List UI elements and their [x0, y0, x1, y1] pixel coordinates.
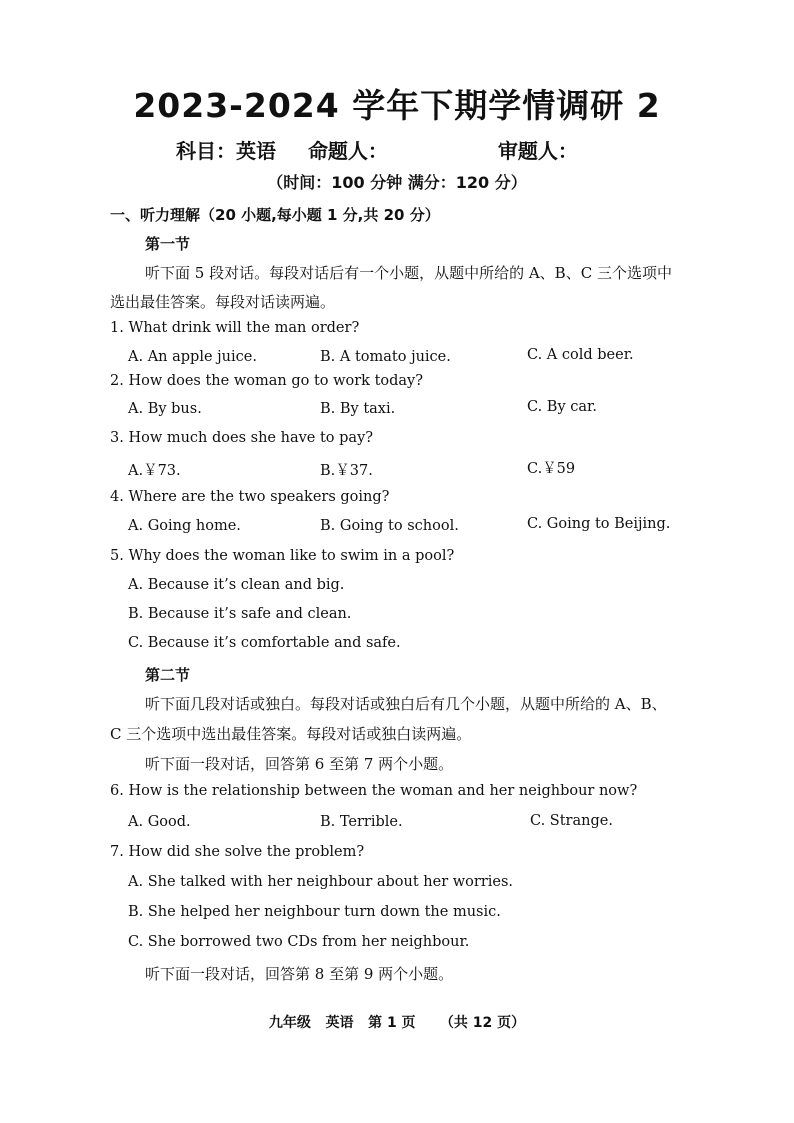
part1-instructions-2: 选出最佳答案。每段对话读两遍。	[110, 293, 336, 311]
question-1: 1. What drink will the man order?	[110, 320, 360, 336]
question-4: 4. Where are the two speakers going?	[110, 489, 390, 505]
q5-option-a: A. Because it’s clean and big.	[128, 577, 345, 593]
q4-option-b: B. Going to school.	[320, 518, 459, 534]
part2-instructions-2: C 三个选项中选出最佳答案。每段对话或独白读两遍。	[110, 725, 472, 743]
q7-option-c: C. She borrowed two CDs from her neighbour.	[128, 934, 470, 950]
time-score-line: （时间：100 分钟 满分：120 分）	[267, 173, 527, 192]
q7-option-a: A. She talked with her neighbour about her worries.	[128, 874, 514, 890]
q2-option-a: A. By bus.	[128, 401, 202, 417]
q3-option-a: A.￥73.	[128, 463, 181, 479]
q4-option-c: C. Going to Beijing.	[527, 516, 671, 532]
dialog1-intro: 听下面一段对话，回答第 6 至第 7 两个小题。	[145, 755, 454, 773]
part2-instructions-1: 听下面几段对话或独白。每段对话或独白后有几个小题，从题中所给的 A、B、	[145, 695, 667, 713]
q3-option-c: C.￥59	[527, 461, 576, 477]
subject-line	[176, 135, 578, 164]
question-2: 2. How does the woman go to work today?	[110, 373, 424, 389]
q2-option-b: B. By taxi.	[320, 401, 396, 417]
question-7: 7. How did she solve the problem?	[110, 844, 365, 860]
q3-option-b: B.￥37.	[320, 463, 373, 479]
page-footer: 九年级 英语 第 1 页 （共 12 页）	[268, 1015, 526, 1031]
q6-option-a: A. Good.	[128, 814, 191, 830]
q5-option-c: C. Because it’s comfortable and safe.	[128, 635, 401, 651]
q6-option-b: B. Terrible.	[320, 814, 403, 830]
dialog2-intro: 听下面一段对话，回答第 8 至第 9 两个小题。	[145, 965, 454, 983]
subject-label: 科目：英语	[176, 139, 276, 163]
question-3: 3. How much does she have to pay?	[110, 430, 374, 446]
q1-option-a: A. An apple juice.	[128, 349, 257, 365]
q1-option-c: C. A cold beer.	[527, 347, 634, 363]
q7-option-b: B. She helped her neighbour turn down the music.	[128, 904, 501, 920]
setter-label: 命题人：	[307, 139, 388, 163]
q1-option-b: B. A tomato juice.	[320, 349, 451, 365]
part2-label: 第二节	[145, 666, 191, 684]
section1-heading: 一、听力理解（20 小题,每小题 1 分,共 20 分）	[110, 206, 440, 224]
part1-instructions-1: 听下面 5 段对话。每段对话后有一个小题，从题中所给的 A、B、C 三个选项中	[145, 264, 672, 282]
q2-option-c: C. By car.	[527, 399, 597, 415]
question-5: 5. Why does the woman like to swim in a pool?	[110, 548, 455, 564]
part1-label: 第一节	[145, 235, 191, 253]
reviewer-label: 审题人：	[497, 139, 578, 163]
q6-option-c: C. Strange.	[530, 813, 613, 829]
q5-option-b: B. Because it’s safe and clean.	[128, 606, 352, 622]
question-6: 6. How is the relationship between the woman and her neighbour now?	[110, 783, 638, 799]
page-title: 2023-2024 学年下期学情调研 2	[133, 86, 661, 125]
q4-option-a: A. Going home.	[128, 518, 241, 534]
